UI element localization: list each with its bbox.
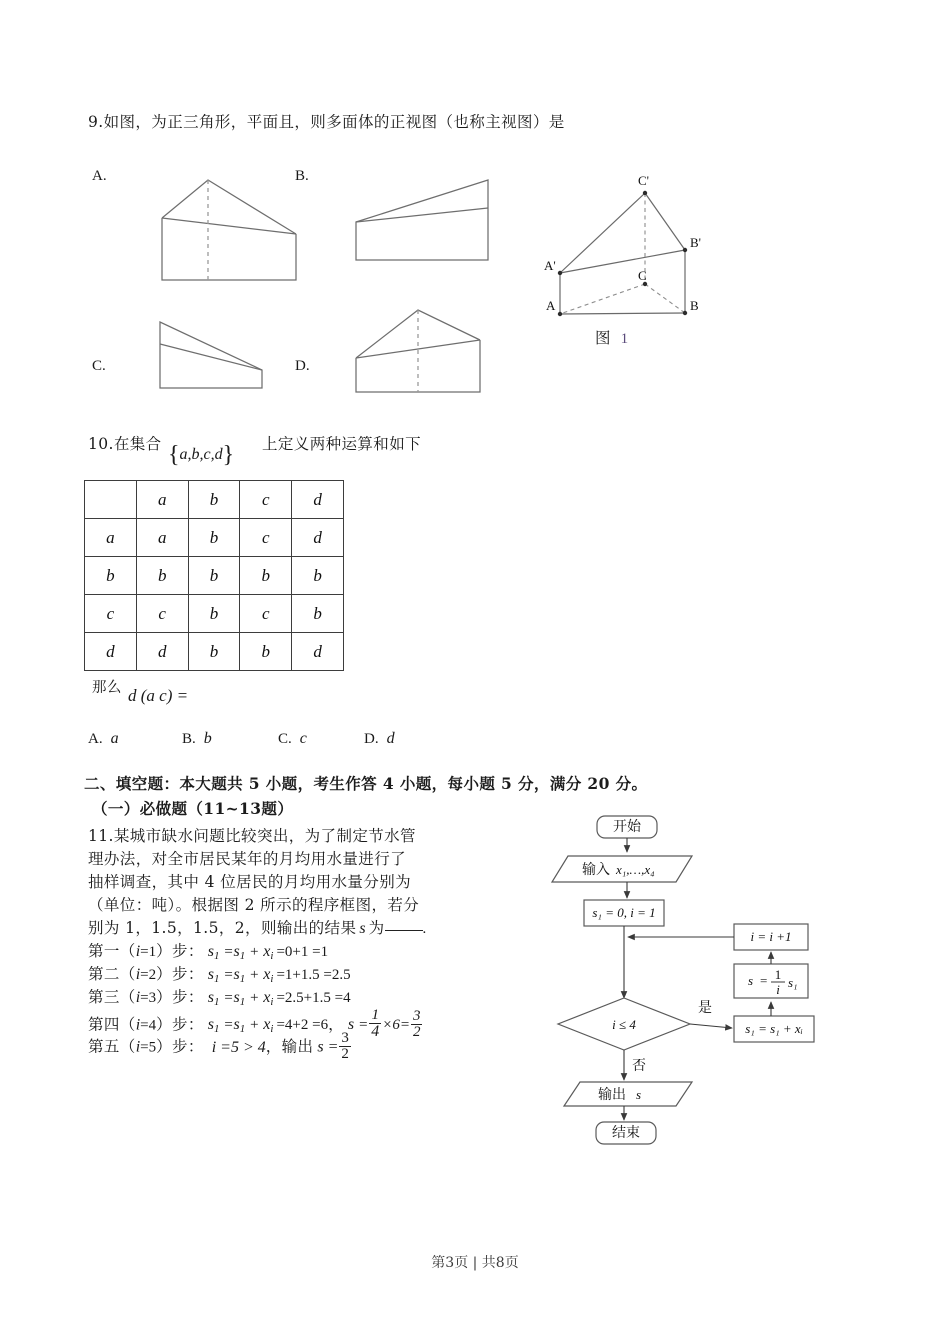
output-fraction	[339, 1031, 351, 1063]
mean-times: ×6	[382, 1017, 400, 1034]
op-table-cell: b	[240, 633, 292, 671]
q11-step-4-mean: s = $\frac{1}{4}$ ×6= $\frac{3}{2}$	[347, 1007, 421, 1041]
mean-fraction-denominator: 4	[371, 1023, 380, 1041]
q11-step-2-eq: =2	[140, 967, 157, 983]
op-table-cell: d	[292, 519, 344, 557]
flow-init-label: s₁ = 0, i = 1	[592, 905, 656, 920]
q11-step-2-label: 第二（	[88, 965, 136, 983]
flow-output-var: s	[636, 1087, 642, 1102]
flow-increment-label: i = i +1	[750, 929, 792, 944]
question-10-set	[168, 442, 234, 469]
page-footer-text: 第3页 | 共8页	[431, 1255, 519, 1271]
q11-result-mid: 为	[368, 919, 385, 937]
option-d-shape[interactable]	[348, 300, 508, 400]
op-table-header-row	[85, 481, 344, 519]
op-table-cell: b	[292, 557, 344, 595]
flow-mean-denominator: i	[776, 982, 780, 997]
mean-result-numerator: 3	[412, 1008, 421, 1024]
op-table-cell: d	[292, 633, 344, 671]
flow-input-label: 输入	[582, 862, 610, 878]
q11-step-5-out: 输出	[281, 1037, 314, 1056]
q10-option-a-label: A.	[88, 731, 103, 747]
q11-line-4: （单位：吨）。根据图 2 所示的程序框图，若分	[88, 896, 420, 914]
op-table-cell: c	[240, 519, 292, 557]
op-table-corner	[85, 481, 137, 519]
q10-option-b-label: B.	[182, 731, 196, 747]
q10-option-c-label: C.	[278, 731, 292, 747]
op-table-cell: c	[240, 595, 292, 633]
q11-step-1-label: 第一（	[88, 942, 136, 960]
q10-option-a-value: a	[110, 730, 119, 747]
set-brace-close: }	[222, 442, 235, 468]
op-table-col-header: d	[292, 481, 344, 519]
op-table-cell: b	[188, 633, 240, 671]
q11-step-5-comma: ，	[265, 1037, 282, 1056]
vertex-label-B-prime: B'	[690, 235, 702, 250]
q11-step-2-var: i	[135, 966, 141, 983]
op-table-row	[85, 519, 344, 557]
op-table-row-header: d	[85, 633, 137, 671]
q11-step-1-rhs: =0+1 =1	[276, 944, 329, 960]
op-table-cell: c	[136, 595, 188, 633]
q10-option-a[interactable]	[88, 730, 119, 748]
q11-step-5-s: s =	[317, 1038, 339, 1056]
flow-yes-label: 是	[698, 1000, 712, 1016]
op-table-row	[85, 595, 344, 633]
q11-step-3-close: ）步：	[156, 988, 204, 1006]
operation-table	[84, 480, 344, 671]
question-10-tail: 上定义两种运算和如下	[262, 435, 422, 453]
q11-step-2-close: ）步：	[156, 965, 204, 983]
q11-result-prefix: 别为 1，1.5，1.5，2，则输出的结果	[88, 919, 357, 937]
op-table-cell: b	[188, 519, 240, 557]
mean-result-fraction	[411, 1009, 423, 1041]
question-9-text: 9.如图，为正三角形，平面且，则多面体的正视图（也称主视图）是	[88, 113, 565, 131]
mean-equals: =	[399, 1017, 410, 1034]
flow-output-label: 输出	[598, 1087, 626, 1103]
mean-fraction	[369, 1008, 381, 1041]
q11-step-3-expr: $s_1 =s_1 + x_i$	[207, 989, 274, 1009]
op-table-cell: b	[292, 595, 344, 633]
op-table-row	[85, 557, 344, 595]
flow-end-label: 结束	[612, 1125, 640, 1141]
q11-step-5-close: ）步：	[156, 1037, 204, 1056]
q11-step-5-eq: =5	[140, 1039, 157, 1056]
flow-accumulate-label: s₁ = s₁ + xᵢ	[745, 1021, 803, 1036]
mean-fraction-numerator: 1	[369, 1008, 381, 1024]
q11-step-5-cond: i =5 > 4	[211, 1038, 266, 1056]
op-table-row-header: a	[85, 519, 137, 557]
q10-option-d[interactable]	[364, 730, 395, 748]
q11-step-4	[88, 1007, 518, 1041]
op-table-row-header: c	[85, 595, 137, 633]
q11-step-1-eq: =1	[140, 944, 157, 960]
op-table-cell: b	[136, 557, 188, 595]
flow-mean-rhs: s₁	[788, 975, 798, 990]
q10-option-b[interactable]	[182, 730, 212, 748]
figure-1-caption-number: 1	[620, 331, 629, 347]
section-2-heading: 二、填空题：本大题共 5 小题，考生作答 4 小题，每小题 5 分，满分 20 分。	[84, 774, 648, 793]
set-brace-open: {	[168, 442, 180, 468]
op-table-col-header: a	[136, 481, 188, 519]
q11-line-1: 11.某城市缺水问题比较突出，为了制定节水管	[88, 827, 416, 845]
flow-output-box	[564, 1082, 692, 1106]
flow-mean-eq: =	[760, 973, 768, 988]
flow-condition-label: i ≤ 4	[612, 1017, 636, 1032]
q11-result-suffix: .	[422, 921, 427, 937]
q11-step-3-rhs: =2.5+1.5 =4	[276, 990, 351, 1006]
flow-input-vars: x₁,…,x₄	[616, 862, 655, 877]
flow-mean-numerator: 1	[774, 967, 782, 982]
q11-line-2: 理办法，对全市居民某年的月均用水量进行了	[88, 850, 407, 868]
section-2-subheading: （一）必做题（11~13题）	[92, 799, 294, 818]
output-fraction-denominator: 2	[341, 1046, 349, 1063]
op-table-cell: d	[136, 633, 188, 671]
q10-option-c-value: c	[299, 730, 307, 747]
figure-1-caption	[595, 326, 628, 348]
q11-step-4-rhs: =4+2 =6	[276, 1017, 329, 1034]
q11-step-3	[88, 985, 518, 1008]
vertex-label-B: B	[690, 298, 699, 313]
q11-step-3-label: 第三（	[88, 988, 136, 1006]
q11-step-1-var: i	[135, 943, 141, 960]
q11-step-4-label: 第四（	[88, 1015, 136, 1034]
set-elements: a,b,c,d	[179, 446, 223, 463]
q11-step-3-eq: =3	[140, 990, 157, 1006]
option-b-shape[interactable]	[348, 172, 523, 277]
figure-1-prism	[530, 163, 730, 333]
program-flowchart	[520, 812, 840, 1152]
mean-result-denominator: 2	[412, 1024, 421, 1041]
q11-step-4-close: ）步：	[156, 1015, 204, 1034]
option-a-label: A.	[92, 168, 107, 184]
q11-step-1-close: ）步：	[156, 942, 204, 960]
op-table-cell: a	[136, 519, 188, 557]
q11-step-4-comma: ，	[328, 1015, 344, 1034]
vertex-label-A: A	[546, 298, 556, 313]
q11-step-1	[88, 939, 518, 962]
q11-step-4-var: i	[135, 1016, 141, 1034]
q11-step-5-var: i	[135, 1038, 141, 1056]
q11-step-2	[88, 962, 518, 985]
q11-step-5	[88, 1030, 518, 1063]
flow-mean-lhs: s	[748, 973, 754, 988]
vertex-label-C: C	[638, 268, 647, 283]
question-10-lead: 10.在集合	[88, 435, 162, 453]
q11-step-4-eq: =4	[140, 1017, 157, 1034]
op-table-cell: b	[188, 595, 240, 633]
q11-answer-blank[interactable]	[385, 930, 423, 931]
op-table-cell: b	[240, 557, 292, 595]
op-table-row-header: b	[85, 557, 137, 595]
question-10-expression: d (a c) =	[128, 686, 189, 705]
page-footer	[0, 1252, 950, 1272]
option-d-label: D.	[295, 358, 310, 374]
op-table-cell: b	[188, 557, 240, 595]
q11-step-2-rhs: =1+1.5 =2.5	[276, 967, 351, 983]
option-c-shape[interactable]	[150, 300, 280, 395]
op-table-row	[85, 633, 344, 671]
q10-option-d-label: D.	[364, 731, 379, 747]
figure-1-caption-cn: 图	[595, 329, 611, 347]
q10-option-c[interactable]	[278, 730, 307, 748]
q11-line-3: 抽样调查，其中 4 位居民的月均用水量分别为	[88, 873, 412, 891]
vertex-label-A-prime: A'	[544, 258, 556, 273]
q11-result-symbol: s	[359, 920, 366, 937]
q11-step-3-var: i	[135, 989, 141, 1006]
question-10-then-label: 那么	[92, 680, 122, 696]
option-b-label: B.	[295, 168, 309, 184]
q11-step-1-expr: $s_1 =s_1 + x_i$	[207, 943, 274, 963]
flow-start-label: 开始	[613, 819, 641, 835]
q11-step-2-expr: $s_1 =s_1 + x_i$	[207, 966, 274, 986]
op-table-col-header: b	[188, 481, 240, 519]
option-a-shape[interactable]	[140, 172, 320, 292]
option-c-label: C.	[92, 358, 106, 374]
q11-result-line	[88, 916, 518, 939]
q10-option-b-value: b	[203, 730, 212, 747]
vertex-label-C-prime: C'	[638, 173, 650, 188]
output-fraction-numerator: 3	[341, 1030, 349, 1046]
flow-no-label: 否	[632, 1058, 646, 1074]
question-11-body	[88, 824, 518, 1063]
q11-step-4-expr: $s_1 =s_1 + x_i$	[207, 1016, 274, 1036]
q10-option-d-value: d	[386, 730, 395, 747]
op-table-col-header: c	[240, 481, 292, 519]
q11-step-5-label: 第五（	[88, 1037, 136, 1056]
